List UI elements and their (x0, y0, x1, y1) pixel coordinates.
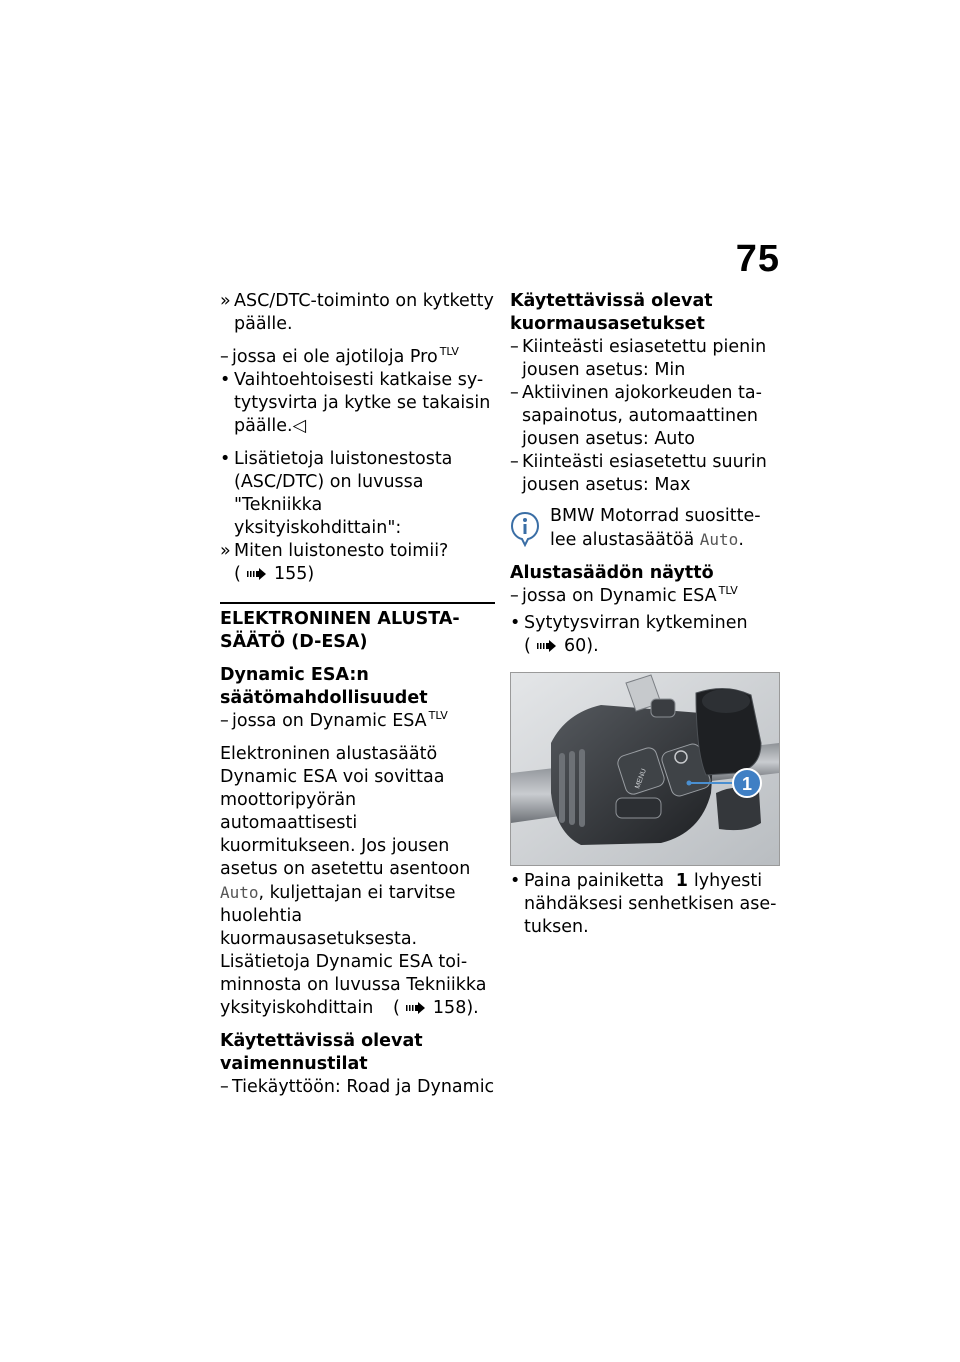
section-title: ELEKTRONINEN ALUSTA- SÄÄTÖ (D-ESA) (220, 609, 460, 652)
result-line: » ASC/DTC-toiminto on kytketty päälle. (220, 291, 494, 334)
figure-callout-1: 1 (741, 774, 753, 794)
left-column (220, 290, 495, 1099)
bullet-item: • Sytytysvirran kytkeminen ( 60). (510, 613, 748, 656)
list-item: – Kiinteästi esiasetettu pienin jousen asetus: Min (510, 337, 767, 380)
menu-button-label: MENU (634, 767, 648, 790)
reference-link[interactable]: Miten luistonesto toimii? (234, 541, 449, 561)
page-ref-link[interactable]: 155) (273, 564, 315, 584)
page-ref-arrow-icon (246, 567, 268, 581)
bullet-item: • Vaihtoehtoisesti katkaise sy- tytysvirta ja kytke se takaisin päälle.◁ (220, 370, 491, 436)
condition-line: – jossa ei ole ajotiloja Pro $^{TLV}$ (220, 345, 459, 367)
page-number: 75 (735, 238, 780, 280)
info-note: BMW Motorrad suositte- lee alustasäätöä Auto. (510, 505, 785, 552)
switch-illustration (511, 673, 779, 865)
subsection-title: Alustasäädön näyttö (510, 563, 714, 583)
page-ref-link[interactable]: 60). (563, 636, 599, 656)
page-ref-link[interactable]: 158). (432, 998, 479, 1018)
list-item: – Aktiivinen ajokorkeuden ta- sapainotus, automaattinen jousen asetus: Auto (510, 383, 762, 449)
page-ref-arrow-icon (405, 1001, 427, 1015)
list-item: – Kiinteästi esiasetettu suurin jousen asetus: Max (510, 452, 767, 495)
condition-line: – jossa on Dynamic ESA $^{TLV}$ (220, 709, 448, 731)
subsection-title: Käytettävissä olevat vaimennustilat (220, 1031, 423, 1074)
section-divider (220, 602, 495, 604)
right-column (510, 290, 785, 939)
handlebar-switch-photo (510, 672, 780, 866)
reference-item: » Miten luistonesto toimii? ( 155) (220, 540, 495, 586)
list-item: – Tiekäyttöön: Road ja Dynamic (220, 1077, 495, 1097)
paragraph: Elektroninen alustasäätö Dynamic ESA voi sovittaa moottoripyörän automaattisesti kuormitukseen. Jos jousen asetus on asetettu asentoon Auto, kuljettajan ei tarvitse huolehtia kuormausasetuksesta. Lisätietoja Dynamic ESA toi- minnosta on luvussa Tekniikka yksityiskohdittain ( 158). (220, 744, 487, 1018)
bullet-item: • Lisätietoja luistonestosta (ASC/DTC) on luvussa "Tekniikka yksityiskohdittain": (220, 449, 453, 538)
page-ref-arrow-icon (536, 639, 558, 653)
result-marker: » (220, 291, 231, 311)
subsection-title: Dynamic ESA:n säätömahdollisuudet (220, 665, 428, 708)
end-mark-icon: ◁ (292, 416, 307, 436)
info-icon (510, 511, 540, 547)
bullet-item: • Paina painiketta 1 lyhyesti nähdäksesi senhetkisen ase- tuksen. (510, 871, 777, 937)
condition-line: – jossa on Dynamic ESA $^{TLV}$ (510, 584, 738, 606)
subsection-title: Käytettävissä olevat kuormausasetukset (510, 291, 713, 334)
